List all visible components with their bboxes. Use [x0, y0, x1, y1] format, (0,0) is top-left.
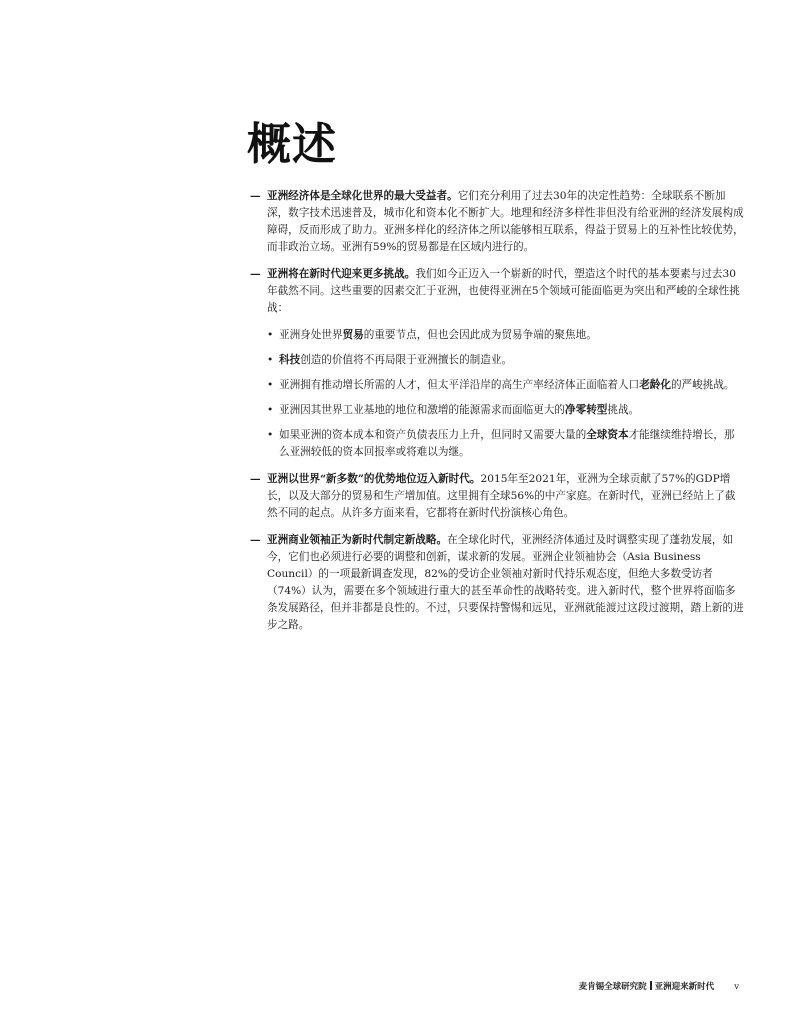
list-item [267, 327, 744, 344]
paragraph-text: 2015年至2021年，亚洲为全球贡献了57%的GDP增长，以及大部分的贸易和生产增加值。这里拥有全球56%的中产家庭。在新时代，亚洲已经站上了截然不同的起点。从许多方面来看，它都将在新时代扮演核心角色。 [267, 473, 736, 519]
bullet-emphasis: 贸易 [342, 329, 364, 341]
paragraph-text: 我们如今正迈入一个崭新的时代，塑造这个时代的基本要素与过去30年截然不同。这些重要的因素交汇于亚洲，也使得亚洲在5个领域可能面临更为突出和严峻的全球性挑战： [267, 268, 740, 314]
bullet-text: 亚洲因其世界工业基地的地位和激增的能源需求而面临更大的 [279, 404, 566, 416]
list-item [267, 427, 744, 461]
bullet-text: 的严峻挑战。 [670, 379, 735, 391]
bullet-icon: • [267, 404, 274, 416]
summary-paragraph [250, 532, 744, 634]
bullet-emphasis: 老龄化 [639, 379, 671, 391]
bullet-emphasis: 净零转型 [565, 404, 608, 416]
bullet-text: 如果亚洲的资本成本和资产负债表压力上升，但同时又需要大量的 [279, 429, 587, 441]
paragraph-lead: 亚洲将在新时代迎来更多挑战。 [267, 268, 416, 280]
bullet-icon: • [267, 354, 274, 366]
bullet-text: 创造的价值将不再局限于亚洲擅长的制造业。 [300, 354, 513, 366]
bullet-text: 亚洲拥有推动增长所需的人才，但太平洋沿岸的高生产率经济体正面临着人口 [279, 379, 640, 391]
page-title: 概述 [247, 119, 337, 170]
summary-paragraph [250, 266, 744, 317]
summary-paragraph [250, 188, 744, 256]
list-item [267, 352, 744, 369]
paragraph-text: 它们充分利用了过去30年的决定性趋势：全球联系不断加深，数字技术迅速普及，城市化和资本化不断扩大。地理和经济多样性非但没有给亚洲的经济发展构成障碍，反而形成了助力。亚洲多样化的经济体之所以能够相互联系，得益于贸易上的互补性比较优势，而非政治立场。亚洲有59%的贸易都是在区域内进行的。 [267, 190, 744, 253]
paragraph-lead: 亚洲商业领袖正为新时代制定新战略。 [267, 534, 448, 546]
footer-publisher: 麦肯锡全球研究院 [578, 982, 647, 992]
summary-paragraph [250, 471, 744, 522]
page-number: v [734, 982, 739, 992]
paragraph-lead: 亚洲以世界“新多数”的优势地位迈入新时代。 [267, 473, 481, 485]
footer-divider [650, 981, 652, 990]
dash-marker: — [250, 190, 261, 202]
challenge-list [250, 327, 744, 461]
bullet-icon: • [267, 329, 274, 341]
list-item [267, 402, 744, 419]
bullet-text: 的重要节点，但也会因此成为贸易争端的聚焦地。 [363, 329, 597, 341]
bullet-emphasis: 科技 [279, 354, 301, 366]
list-item [267, 377, 744, 394]
page-footer [579, 980, 739, 992]
bullet-emphasis: 全球资本 [586, 429, 629, 441]
bullet-icon: • [267, 379, 274, 391]
bullet-icon: • [267, 429, 274, 441]
footer-report-title: 亚洲迎来新时代 [654, 982, 715, 992]
bullet-text: 亚洲身处世界 [279, 329, 343, 341]
summary-content [250, 188, 744, 644]
paragraph-lead: 亚洲经济体是全球化世界的最大受益者。 [267, 190, 458, 202]
paragraph-text: 在全球化时代，亚洲经济体通过及时调整实现了蓬勃发展，如今，它们也必须进行必要的调整和创新，谋求新的发展。亚洲企业领袖协会（Asia Business Council）的一项最新调查发现，82%的受访企业领袖对新时代持乐观态度，但绝大多数受访者（74%）认为，需要在多个领域进行重大的甚至革命性的战略转变。进入新时代，整个世界将面临多条发展路径，但并非都是良性的。不过，只要保持警惕和远见，亚洲就能渡过这段过渡期，踏上新的进步之路。 [267, 534, 744, 631]
bullet-text: 才能继续维持增长，那么亚洲较低的资本回报率或将难以为继。 [279, 429, 735, 458]
bullet-text: 挑战。 [607, 404, 640, 416]
dash-marker: — [250, 473, 261, 485]
dash-marker: — [250, 534, 261, 546]
dash-marker: — [250, 268, 261, 280]
